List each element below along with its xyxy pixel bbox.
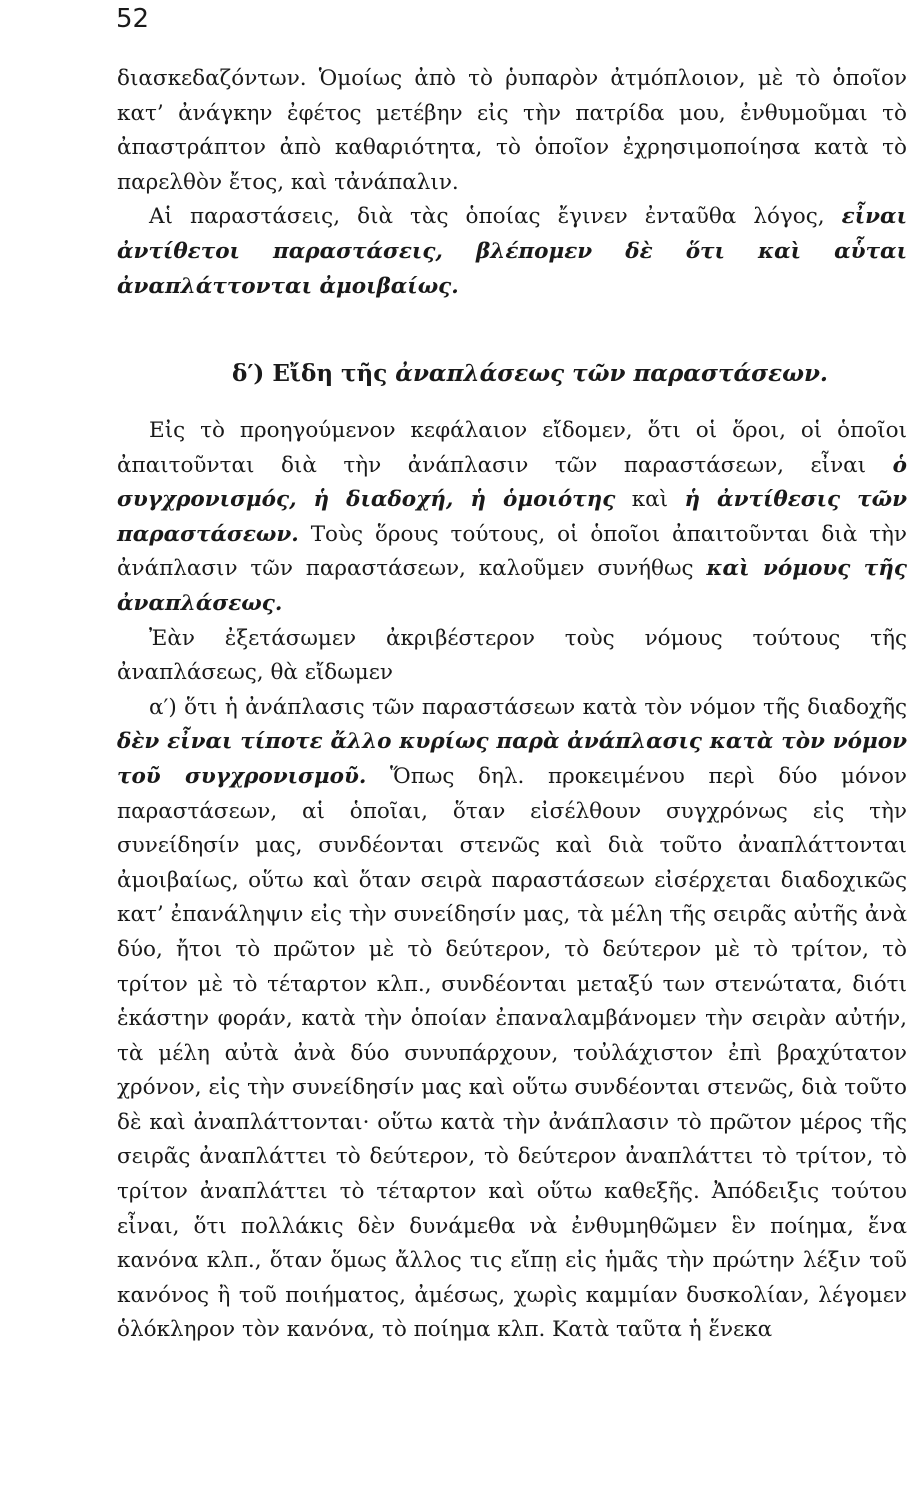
paragraph-2-emphasis: εἶναι ἀντίθετοι παραστάσεις, βλέπομεν δὲ ὅτι καὶ αὗται ἀναπλάττονται ἀμοιβαίως.: [117, 204, 907, 299]
paragraph-1: [117, 62, 907, 200]
page-number: 52: [116, 4, 150, 34]
paragraph-5-emphasis: δὲν εἶναι τίποτε ἄλλο κυρίως παρὰ ἀνάπλασις κατὰ τὸν νόμον τοῦ συγχρονισμοῦ.: [117, 729, 907, 789]
paragraph-5: [117, 691, 907, 1348]
paragraph-3-emphasis-2: ἡ ἀντίθεσις τῶν παραστάσεων.: [117, 487, 907, 547]
text-block-top: [117, 62, 907, 304]
section-number: δ′): [232, 360, 265, 387]
paragraph-3-emphasis-1: ὁ συγχρονισμός, ἡ διαδοχή, ἡ ὁμοιότης: [117, 452, 907, 513]
paragraph-2-text: Αἱ παραστάσεις, διὰ τὰς ὁποίας ἔγινεν ἐνταῦθα λόγος,: [149, 204, 825, 230]
paragraph-1-text: διασκεδαζόντων. Ὁμοίως ἀπὸ τὸ ῥυπαρὸν ἀτμόπλοιον, μὲ τὸ ὁποῖον κατ’ ἀνάγκην ἐφέτος μετέβην εἰς τὴν πατρίδα μου, ἐνθυμοῦμαι τὸ ἀπαστράπτον ἀπὸ καθαριότητα, τὸ ὁποῖον ἐχρησιμοποίησα κατὰ τὸ παρελθὸν ἔτος, καὶ τἀνάπαλιν.: [117, 66, 907, 195]
paragraph-5-text-2: Ὅπως δηλ. προκειμένου περὶ δύο μόνον παραστάσεων, αἱ ὁποῖαι, ὅταν εἰσέλθουν συγχρόνως εἰς τὴν συνείδησίν μας, συνδέονται στενῶς καὶ διὰ τοῦτο ἀναπλάττονται ἀμοιβαίως, οὕτω καὶ ὅταν σειρὰ παραστάσεων εἰσέρχεται διαδοχικῶς κατ’ ἐπανάληψιν εἰς τὴν συνείδησίν μας, τὰ μέλη τῆς σειρᾶς αὐτῆς ἀνὰ δύο, ἤτοι τὸ πρῶτον μὲ τὸ δεύτερον, τὸ δεύτερον μὲ τὸ τρίτον, τὸ τρίτον μὲ τὸ τέταρτον κλπ., συνδέονται μεταξύ των στενώτατα, διότι ἑκάστην φοράν, κατὰ τὴν ὁποίαν ἐπαναλαμβάνομεν τὴν σειρὰν αὐτήν, τὰ μέλη αὐτὰ ἀνὰ δύο συνυπάρχουν, τοὐλάχιστον ἐπὶ βραχύτατον χρόνον, εἰς τὴν συνείδησίν μας καὶ οὕτω συνδέονται στενῶς, διὰ τοῦτο δὲ καὶ ἀναπλάττονται· οὕτω κατὰ τὴν ἀνάπλασιν τὸ πρῶτον μέρος τῆς σειρᾶς ἀναπλάττει τὸ δεύτερον, τὸ δεύτερον ἀναπλάττει τὸ τρίτον, τὸ τρίτον ἀναπλάττει τὸ τέταρτον καὶ οὕτω καθεξῆς. Ἀπόδειξις τούτου εἶναι, ὅτι πολλάκις δὲν δυνάμεθα νὰ ἐνθυμηθῶμεν ἓν ποίημα, ἕνα κανόνα κλπ., ὅταν ὅμως ἄλλος τις εἴπῃ εἰς ἡμᾶς τὴν πρώτην λέξιν τοῦ κανόνος ἢ τοῦ ποιήματος, ἀμέσως, χωρὶς καμμίαν δυσκολίαν, λέγομεν ὁλόκληρον τὸν κανόνα, τὸ ποίημα κλπ. Κατὰ ταῦτα ἡ ἕνεκα: [117, 763, 907, 1343]
paragraph-2: [117, 200, 907, 304]
text-block-main: [117, 414, 907, 1348]
paragraph-3-text-3: Τοὺς ὅρους τούτους, οἱ ὁποῖοι ἀπαιτοῦνται διὰ τὴν ἀνάπλασιν τῶν παραστάσεων, καλοῦμεν συνήθως: [117, 521, 907, 582]
paragraph-3: [117, 414, 907, 622]
paragraph-5-text-1: α′) ὅτι ἡ ἀνάπλασις τῶν παραστάσεων κατὰ τὸν νόμον τῆς διαδοχῆς: [149, 694, 907, 720]
paragraph-3-text-2: καὶ: [631, 487, 669, 513]
paragraph-4: [117, 622, 907, 691]
paragraph-4-text: Ἐὰν ἐξετάσωμεν ἀκριβέστερον τοὺς νόμους τούτους τῆς ἀναπλάσεως, θὰ εἴδωμεν: [117, 625, 907, 686]
section-title-plain: Εἴδη τῆς: [272, 360, 388, 387]
section-heading: [232, 360, 828, 387]
section-title-italic: ἀναπλάσεως τῶν παραστάσεων.: [395, 360, 828, 387]
paragraph-3-emphasis-3: καὶ νόμους τῆς ἀναπλάσεως.: [117, 556, 907, 616]
paragraph-3-text-1: Εἰς τὸ προηγούμενον κεφάλαιον εἴδομεν, ὅτι οἱ ὅροι, οἱ ὁποῖοι ἀπαιτοῦνται διὰ τὴν ἀνάπλασιν τῶν παραστάσεων, εἶναι: [117, 418, 907, 478]
